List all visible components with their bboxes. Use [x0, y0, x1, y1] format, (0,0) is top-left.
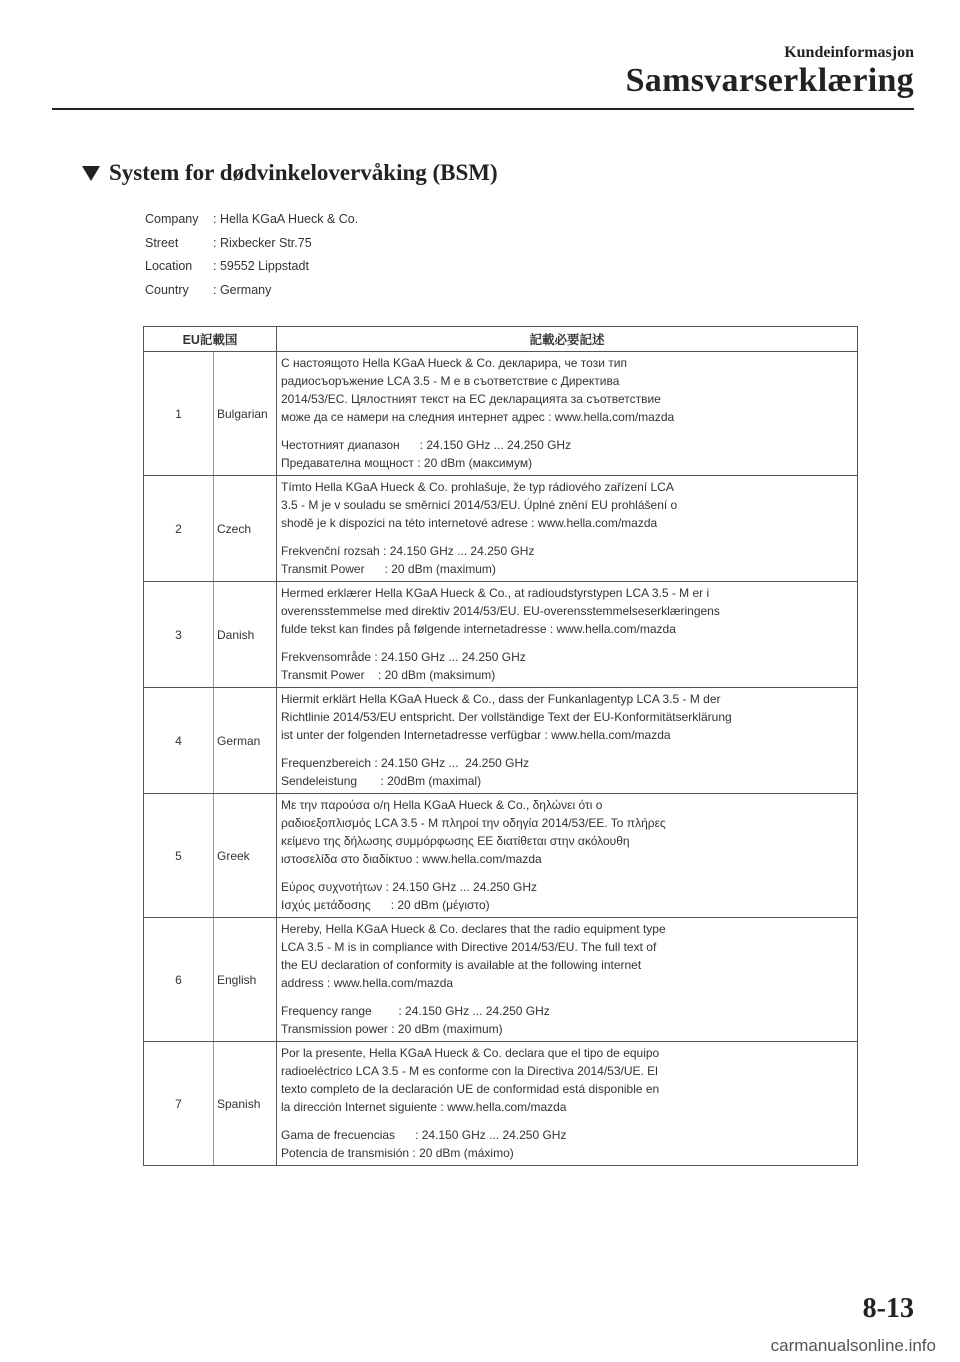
spec-line: Frekvenční rozsah : 24.150 GHz ... 24.250 GHz	[281, 544, 535, 558]
table-row	[144, 794, 858, 918]
statement-line: Hermed erklærer Hella KGaA Hueck & Co., at radioudstyrstypen LCA 3.5 - M er i	[281, 586, 710, 600]
statement-line: Tímto Hella KGaA Hueck & Co. prohlašuje, že typ rádiového zařízení LCA	[281, 480, 674, 494]
spacer	[281, 638, 853, 648]
statement-line: la dirección Internet siguiente : www.hella.com/mazda	[281, 1100, 567, 1114]
info-row	[145, 236, 358, 260]
info-key: Location	[145, 259, 193, 273]
section-heading	[82, 160, 498, 186]
spacer	[281, 1116, 853, 1126]
statement-line: Por la presente, Hella KGaA Hueck & Co. declara que el tipo de equipo	[281, 1046, 660, 1060]
statement-line: Με την παρούσα ο/η Hella KGaA Hueck & Co., δηλώνει ότι ο	[281, 798, 603, 812]
spacer	[281, 992, 853, 1002]
statement-line: shodě je k dispozici na této internetové adrese : www.hella.com/mazda	[281, 516, 658, 530]
watermark: carmanualsonline.info	[770, 1336, 936, 1355]
manufacturer-info	[145, 212, 358, 306]
spec-line: Честотният диапазон : 24.150 GHz ... 24.250 GHz	[281, 438, 572, 452]
chapter-label: Kundeinformasjon	[784, 44, 914, 61]
spec-line: Transmit Power : 20 dBm (maximum)	[281, 562, 496, 576]
statement-line: ραδιοεξοπλισμός LCA 3.5 - M πληροί την οδηγία 2014/53/ΕΕ. Το πλήρες	[281, 816, 666, 830]
row-statement	[277, 1042, 858, 1166]
page-number: 8-13	[862, 1293, 914, 1324]
row-statement	[277, 582, 858, 688]
table-body	[144, 352, 858, 1166]
header-rule	[52, 108, 914, 110]
statement-line: fulde tekst kan findes på følgende internetadresse : www.hella.com/mazda	[281, 622, 676, 636]
spec-line: Εύρος συχνοτήτων : 24.150 GHz ... 24.250 GHz	[281, 880, 538, 894]
row-language: Greek	[214, 794, 277, 918]
info-row	[145, 212, 358, 236]
row-language: English	[214, 918, 277, 1042]
row-language: Czech	[214, 476, 277, 582]
info-key: Country	[145, 282, 189, 297]
spec-line: Frequenzbereich : 24.150 GHz ... 24.250 GHz	[281, 756, 530, 770]
statement-line: radioeléctrico LCA 3.5 - M es conforme con la Directiva 2014/53/UE. El	[281, 1064, 658, 1078]
row-statement	[277, 688, 858, 794]
table-row	[144, 582, 858, 688]
spacer	[281, 744, 853, 754]
spec-line: Frekvensområde : 24.150 GHz ... 24.250 GHz	[281, 650, 526, 664]
spec-line: Предавателна мощност : 20 dBm (максимум)	[281, 456, 533, 470]
spec-line: Transmit Power : 20 dBm (maksimum)	[281, 668, 496, 682]
info-value: : Hella KGaA Hueck & Co.	[213, 212, 359, 226]
header-eu-country: EU記載国	[144, 327, 277, 352]
row-number: 6	[144, 918, 214, 1042]
row-number: 7	[144, 1042, 214, 1166]
statement-line: може да се намери на следния интернет адрес : www.hella.com/mazda	[281, 410, 675, 424]
statement-line: ist unter der folgenden Internetadresse verfügbar : www.hella.com/mazda	[281, 728, 671, 742]
spacer	[281, 532, 853, 542]
row-number: 2	[144, 476, 214, 582]
info-row	[145, 283, 358, 307]
table-row	[144, 688, 858, 794]
statement-line: Richtlinie 2014/53/EU entspricht. Der vollständige Text der EU-Konformitätserklärung	[281, 710, 732, 724]
statement-line: texto completo de la declaración UE de conformidad está disponible en	[281, 1082, 660, 1096]
statement-line: κείμενο της δήλωσης συμμόρφωσης ΕΕ διατίθεται στην ακόλουθη	[281, 834, 630, 848]
header-required-statement: 記載必要記述	[277, 327, 858, 352]
statement-line: Hereby, Hella KGaA Hueck & Co. declares that the radio equipment type	[281, 922, 666, 936]
statement-line: the EU declaration of conformity is available at the following internet	[281, 958, 642, 972]
section-title: System for dødvinkelovervåking (BSM)	[109, 160, 498, 185]
row-language: German	[214, 688, 277, 794]
spacer	[281, 868, 853, 878]
table-row	[144, 352, 858, 476]
statement-line: ιστοσελίδα στο διαδίκτυο : www.hella.com/mazda	[281, 852, 542, 866]
statement-line: 3.5 - M je v souladu se směrnicí 2014/53/EU. Úplné znění EU prohlášení o	[281, 498, 678, 512]
statement-line: Hiermit erklärt Hella KGaA Hueck & Co., dass der Funkanlagentyp LCA 3.5 - M der	[281, 692, 721, 706]
statement-line: address : www.hella.com/mazda	[281, 976, 454, 990]
spec-line: Ισχύς μετάδοσης : 20 dBm (μέγιστο)	[281, 898, 490, 912]
declaration-table	[143, 326, 858, 1166]
row-statement	[277, 918, 858, 1042]
spec-line: Transmission power : 20 dBm (maximum)	[281, 1022, 503, 1036]
row-language: Bulgarian	[214, 352, 277, 476]
info-key: Company	[145, 212, 199, 226]
spec-line: Frequency range : 24.150 GHz ... 24.250 GHz	[281, 1004, 550, 1018]
table-row	[144, 476, 858, 582]
table-row	[144, 1042, 858, 1166]
table-header-row	[144, 327, 858, 352]
statement-line: радиосъоръжение LCA 3.5 - M е в съответствие с Директива	[281, 374, 620, 388]
statement-line: overensstemmelse med direktiv 2014/53/EU. EU-overensstemmelseserklæringens	[281, 604, 720, 618]
info-key: Street	[145, 235, 179, 250]
row-number: 4	[144, 688, 214, 794]
statement-line: С настоящото Hella KGaA Hueck & Co. декларира, че този тип	[281, 356, 627, 370]
row-language: Danish	[214, 582, 277, 688]
spacer	[281, 426, 853, 436]
info-value: : 59552 Lippstadt	[213, 259, 309, 273]
row-number: 5	[144, 794, 214, 918]
row-number: 3	[144, 582, 214, 688]
statement-line: LCA 3.5 - M is in compliance with Directive 2014/53/EU. The full text of	[281, 940, 657, 954]
spec-line: Potencia de transmisión : 20 dBm (máximo)	[281, 1146, 514, 1160]
row-language: Spanish	[214, 1042, 277, 1166]
statement-line: 2014/53/ЕС. Цялостният текст на ЕС декларацията за съответствие	[281, 392, 661, 406]
spec-line: Gama de frecuencias : 24.150 GHz ... 24.250 GHz	[281, 1128, 567, 1142]
info-value: : Rixbecker Str.75	[213, 235, 312, 250]
table-row	[144, 918, 858, 1042]
row-statement	[277, 352, 858, 476]
info-value: : Germany	[213, 282, 272, 297]
page-title: Samsvarserklæring	[625, 62, 914, 99]
spec-line: Sendeleistung : 20dBm (maximal)	[281, 774, 482, 788]
row-number: 1	[144, 352, 214, 476]
row-statement	[277, 476, 858, 582]
triangle-marker-icon	[82, 166, 100, 181]
info-row	[145, 259, 358, 283]
row-statement	[277, 794, 858, 918]
